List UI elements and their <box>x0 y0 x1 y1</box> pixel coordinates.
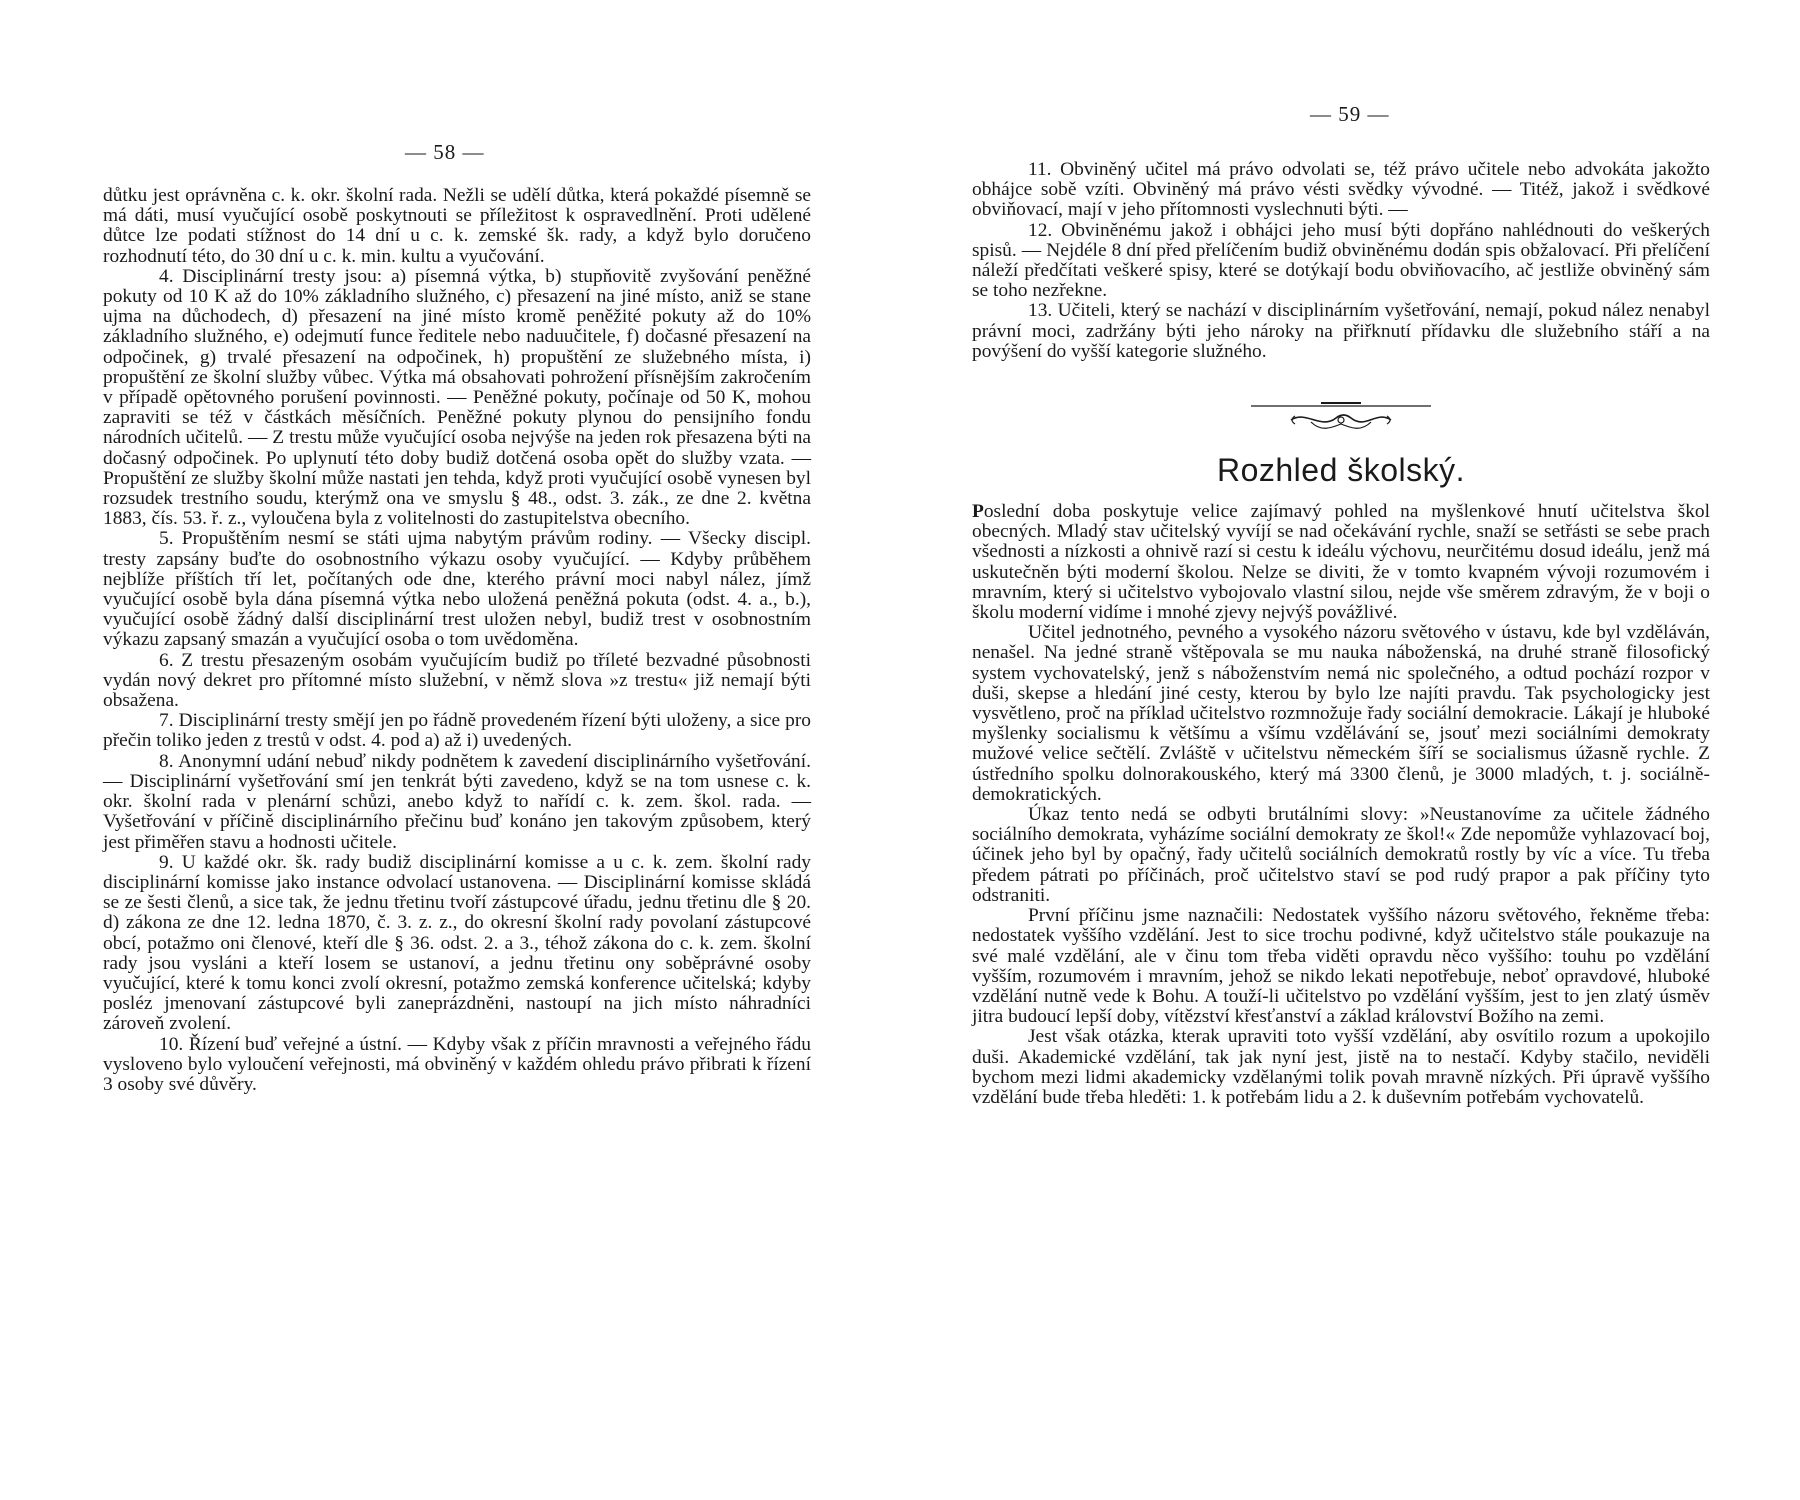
paragraph: Jest však otázka, kterak upraviti toto vyšší vzdělání, aby osvítilo rozum a upokojilo duši. Akademické vzdělání, tak jak nyní jest, jistě na to nestačí. Kdyby stačilo, neviděli bychom mezi lidmi akademicky vzdělanými tolik povah mravně nízkých. Při úpravě vyššího vzdělání bude třeba hleděti: 1. k potřebám lidu a 2. k duševním potřebám vychovatelů. <box>972 1026 1710 1108</box>
paragraph: Poslední doba poskytuje velice zajímavý pohled na myšlenkové hnutí učitelstva škol obecných. Mladý stav učitelský vyvíjí se nad očekávání rychle, snaží se setřásti se sebe prach všednosti a nízkosti a ohnivě razí si cestu k ideálu výchovu, neurčitému dosud ideálu, jenž má uskutečněn býti moderní školou. Nelze se diviti, že v tomto kvapném vývoji rozumovém i mravním, který si učitelstvo vybojovalo vlastní silou, nejde vše směrem zdravým, že v boji o školu moderní vidíme i mnohé zjevy nejvýš povážlivé. <box>972 501 1710 624</box>
paragraph: 8. Anonymní udání nebuď nikdy podnětem k zavedení disciplinárního vyšetřování. — Disciplinární vyšetřování smí jen tenkrát býti zavedeno, když se na tom usnese c. k. okr. školní rada v plenární schůzi, anebo když to nařídí c. k. zem. škol. rada. — Vyšetřování v příčině disciplinárního přečinu buď konáno jen takovým způsobem, který jest přiměřen stavu a hodnosti učitele. <box>103 750 811 853</box>
paragraph: První příčinu jsme naznačili: Nedostatek vyššího názoru světového, řekněme třeba: nedostatek vyššího vzdělání. Jest to sice trochu podivné, když učitelstvo stále poukazuje na své malé vzdělání, ale v činu tom třeba viděti opravdu něco vyššího: touhu po vzdělání vyšším, rozumovém i mravním, jehož se nikdo lekati nepotřebuje, neboť opravdové, hluboké vzdělání nutně vede k Bohu. A touží-li učitelstvo po vzdělání vyšším, jest to jen zlatý úsměv jitra budoucí lepší doby, vítězství křesťanství a základ království Božího na zemi. <box>972 905 1710 1028</box>
right-page <box>900 0 1800 1500</box>
paragraph: důtku jest oprávněna c. k. okr. školní rada. Nežli se udělí důtka, která pokaždé písemně se má dáti, musí vyučující osobě poskytnouti se příležitost k ospravedlnění. Proti udělené důtce lze podati stížnost do 14 dní u c. k. zemské šk. rady, a když bylo doručeno rozhodnutí této, do 30 dní u c. k. min. kultu a vyučování. <box>103 185 811 267</box>
paragraph: 7. Disciplinární tresty smějí jen po řádně provedeném řízení býti uloženy, a sice pro přečin toliko jeden z trestů v odst. 4. pod a) až i) uvedených. <box>103 710 811 752</box>
section-heading: Rozhled školský. <box>1216 452 1466 489</box>
page-number-left: — 58 — <box>405 140 485 164</box>
paragraph: Učitel jednotného, pevného a vysokého názoru světového v ústavu, kde byl vzděláván, nenašel. Na jedné straně vštěpovala se mu nauka náboženská, na druhé straně filosofický system vychovatelský, jenž s náboženstvím nemá nic společného, a odtud pochází rozpor v duši, skepse a hledání jiné cesty, kterou by bylo lze najíti pravdu. Tak psychologicky jest vysvětleno, proč na příklad učitelstvo rozmnožuje řady sociální demokracie. Lákají je hluboké myšlenky socialismu k většímu a všímu vzdělávání se, jsouť mezi sociálními demokraty mužové velice sečtělí. Zvláště v učitelstvu německém šíří se socialismus úžasně rychle. Z ústředního spolku dolnorakouského, který má 3300 členů, je 3000 mladých, t. j. sociálně-demokratických. <box>972 622 1710 805</box>
paragraph: 6. Z trestu přesazeným osobám vyučujícím budiž po tříleté bezvadné působnosti vydán nový dekret pro přítomné místo služební, v němž slova »z trestu« již nemají býti obsažena. <box>103 649 811 712</box>
page-number-right: — 59 — <box>1310 102 1390 126</box>
right-page-text <box>972 160 1710 1108</box>
paragraph: 10. Řízení buď veřejné a ústní. — Kdyby však z příčin mravnosti a veřejného řádu vysloveno bylo vyloučení veřejnosti, má obviněný v každém ohledu právo přibrati k řízení 3 osoby své důvěry. <box>103 1033 811 1095</box>
paragraph: Úkaz tento nedá se odbyti brutálními slovy: »Neustanovíme za učitele žádného sociálního demokrata, vyházíme sociální demokraty ze škol!« Zde nepomůže vyhlazovací boj, účinek jeho byl by opačný, řady učitelů sociálních demokratů rostly by víc a více. Tu třeba předem pátrati po příčinách, proč učitelstvo staví se pod rudý prapor a pak příčiny tyto odstraniti. <box>972 804 1710 906</box>
paragraph: 11. Obviněný učitel má právo odvolati se, též právo učitele nebo advokáta jakožto obhájce sobě vzíti. Obviněný má právo vésti svědky vývodné. — Titéž, jakož i svědkové obviňovací, mají v jeho přítomnosti vyslechnuti býti. — <box>972 159 1710 221</box>
paragraph: 5. Propuštěním nesmí se státi ujma nabytým právům rodiny. — Všecky discipl. tresty zapsány buďte do osobnostního výkazu osoby vyučující. — Kdyby průběhem nejblíže příštích tří let, počítaných ode dne, kterého právní moci nabyl nález, jímž vyučující osobě byla dána písemná výtka nebo uložená peněžná pokuta (odst. 4. a., b.), vyučující osobě žádný další disciplinární trest uložen nebyl, budiž trest v osobnostním výkazu zapsaný smazán a vyučující osoba o tom uvědoměna. <box>103 528 811 651</box>
section-ornament-icon <box>1251 400 1431 440</box>
paragraph: 12. Obviněnému jakož i obhájci jeho musí býti dopřáno nahlédnouti do veškerých spisů. — Nejdéle 8 dní před přelíčením budiž obviněnému dodán spis obžalovací. Při přelíčení náleží předčítati veškeré spisy, které se dotýkají bodu obviňovacího, ač jestliže obviněný sám se toho nezřekne. <box>972 219 1710 302</box>
left-page-text <box>103 186 811 1095</box>
paragraph: 4. Disciplinární tresty jsou: a) písemná výtka, b) stupňovitě zvyšování peněžné pokuty od 10 K až do 10% základního služného, c) přesazení na jiné místo, aniž se stane ujma na důchodech, d) přesazení na jiné místo kromě peněžité pokuty až do 10% základního služného, e) odejmutí funce ředitele nebo naduučitele, f) dočasné přesazení na odpočinek, g) trvalé přesazení na odpočinek, h) propuštění ze služebného místa, i) propuštění ze školní služby vůbec. Výtka má obsahovati pohrožení přísnějším zakročením v případě opětovného porušení povinnosti. — Peněžné pokuty, počínaje od 50 K, mohou zapraviti se též v částkách měsíčních. Peněžné pokuty plynou do pensijního fondu národních učitelů. — Z trestu může vyučující osoba nejvýše na jeden rok přesazena býti na dočasný odpočinek. Po uplynutí této doby budiž dotčená osoba opět do služby vzata. — Propuštění ze služby školní může nastati jen tehda, když proti vyučující osobě vynesen byl rozsudek trestního soudu, kterýmž ona ve smyslu § 48., odst. 3. zák., ze dne 2. května 1883, čís. 53. ř. z., vyloučena byla z volitelnosti do zastupitelstva obecního. <box>103 265 811 530</box>
paragraph: 9. U každé okr. šk. rady budiž disciplinární komisse a u c. k. zem. školní rady disciplinární komisse jako instance odvolací ustanovena. — Disciplinární komisse skládá se ze šesti členů, a sice tak, že jednu třetinu tvoří zástupcové úřadu, jednu třetinu dle § 20. d) zákona ze dne 12. ledna 1870, č. 3. z. z., do okresní školní rady povolaní zástupcové obcí, potažmo oni členové, kteří dle § 36. odst. 2. a 3., téhož zákona do c. k. zem. školní rady jsou vysláni a kteří losem se ustanoví, a jednu třetinu ony soběprávné osoby vyučující, které k tomu konci zvolí okresní, potažmo zemská konference učitelská; kdyby posléz jmenovaní zástupcové byli zaneprázdněni, nastoupí na jich místo náhradníci zároveň zvolení. <box>103 851 811 1035</box>
paragraph: 13. Učiteli, který se nachází v disciplinárním vyšetřování, nemají, pokud nález nenabyl právní moci, zadržány býti jeho nároky na přiřknutí přídavku dle služebního stáří a na povýšení do vyšší kategorie služného. <box>972 300 1710 362</box>
